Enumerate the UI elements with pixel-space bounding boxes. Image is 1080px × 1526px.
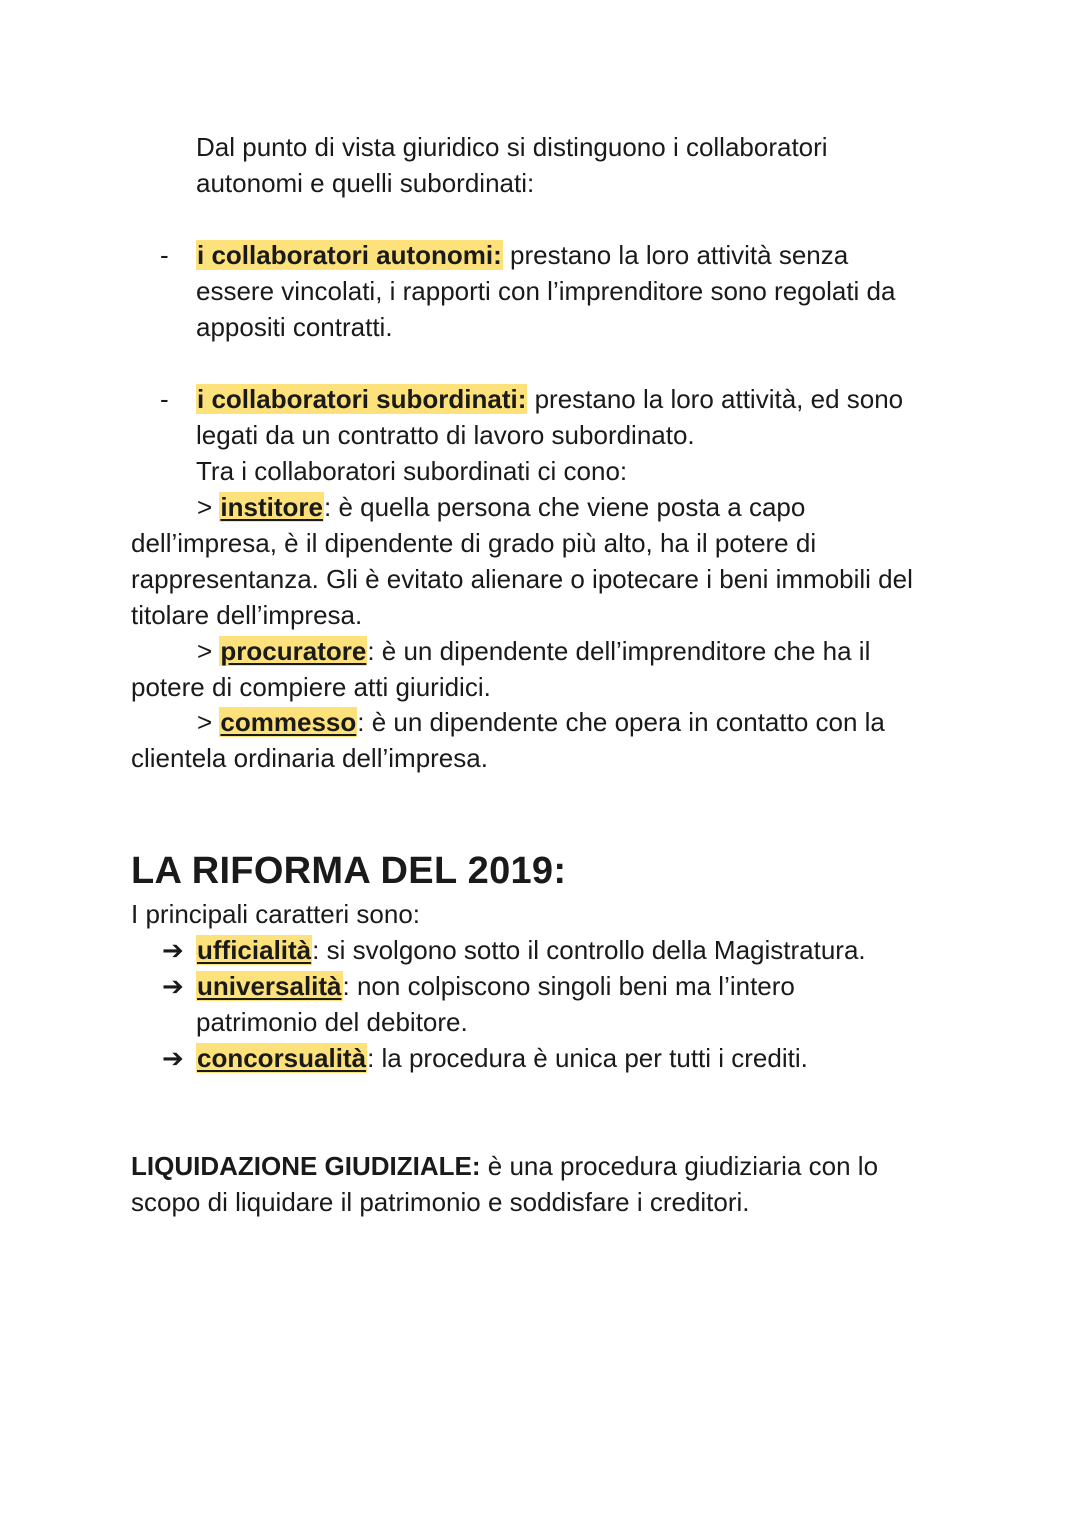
highlight-term-concorsualita: concorsualità bbox=[197, 1043, 367, 1073]
definition-commesso bbox=[131, 704, 961, 776]
bullet-dash: - bbox=[160, 240, 169, 270]
definition-institore bbox=[131, 489, 961, 633]
procuratore-text-2: potere di compiere atti giuridici. bbox=[131, 672, 491, 702]
item-text-continued: patrimonio del debitore. bbox=[196, 1007, 468, 1037]
highlight-term-subordinati: i collaboratori subordinati: bbox=[197, 384, 527, 414]
item-text: : si svolgono sotto il controllo della Magistratura. bbox=[312, 935, 866, 965]
arrow-icon: ➔ bbox=[162, 971, 184, 1001]
liquidazione-paragraph bbox=[131, 1148, 961, 1220]
institore-text-4: titolare dell’impresa. bbox=[131, 600, 363, 630]
institore-text-1: : è quella persona che viene posta a capo bbox=[324, 492, 806, 522]
highlight-term-autonomi: i collaboratori autonomi: bbox=[197, 240, 502, 270]
procuratore-text-1: : è un dipendente dell’imprenditore che ha il bbox=[367, 636, 871, 666]
item-text: : la procedura è unica per tutti i crediti. bbox=[367, 1043, 808, 1073]
intro-line-1: Dal punto di vista giuridico si distinguono i collaboratori bbox=[196, 132, 828, 162]
marker: > bbox=[197, 707, 220, 737]
caratteri-list bbox=[162, 932, 962, 1076]
arrow-icon: ➔ bbox=[162, 1043, 184, 1073]
section-title: LA RIFORMA DEL 2019: bbox=[131, 850, 567, 892]
list-item bbox=[162, 1040, 962, 1076]
subordinati-text-3: Tra i collaboratori subordinati ci cono: bbox=[196, 456, 628, 486]
autonomi-text-3: appositi contratti. bbox=[196, 312, 393, 342]
riforma-intro: I principali caratteri sono: bbox=[131, 899, 421, 929]
highlight-term-commesso: commesso bbox=[220, 707, 357, 737]
commesso-text-1: : è un dipendente che opera in contatto con la bbox=[357, 707, 885, 737]
intro-line-2: autonomi e quelli subordinati: bbox=[196, 168, 535, 198]
commesso-text-2: clientela ordinaria dell’impresa. bbox=[131, 743, 488, 773]
marker: > bbox=[197, 636, 220, 666]
highlight-term-universalita: universalità bbox=[197, 971, 342, 1001]
list-item bbox=[162, 968, 962, 1040]
subordinati-text-2: legati da un contratto di lavoro subordinato. bbox=[196, 420, 695, 450]
bullet-collaboratori-subordinati bbox=[160, 381, 980, 489]
liquidazione-text-1: è una procedura giudiziaria con lo bbox=[480, 1151, 879, 1181]
list-item bbox=[162, 932, 962, 968]
institore-text-2: dell’impresa, è il dipendente di grado più alto, ha il potere di bbox=[131, 528, 817, 558]
highlight-term-procuratore: procuratore bbox=[220, 636, 367, 666]
marker: > bbox=[197, 492, 220, 522]
institore-text-3: rappresentanza. Gli è evitato alienare o ipotecare i beni immobili del bbox=[131, 564, 913, 594]
liquidazione-text-2: scopo di liquidare il patrimonio e soddisfare i creditori. bbox=[131, 1187, 750, 1217]
bullet-dash: - bbox=[160, 384, 169, 414]
subordinati-text-1: prestano la loro attività, ed sono bbox=[527, 384, 904, 414]
intro-paragraph bbox=[196, 129, 976, 201]
autonomi-text-2: essere vincolati, i rapporti con l’imprenditore sono regolati da bbox=[196, 276, 896, 306]
highlight-term-institore: institore bbox=[220, 492, 323, 522]
autonomi-text-1: prestano la loro attività senza bbox=[502, 240, 849, 270]
bullet-collaboratori-autonomi bbox=[160, 237, 980, 345]
item-text: : non colpiscono singoli beni ma l’intero bbox=[342, 971, 795, 1001]
liquidazione-term: LIQUIDAZIONE GIUDIZIALE: bbox=[131, 1151, 481, 1181]
arrow-icon: ➔ bbox=[162, 935, 184, 965]
definition-procuratore bbox=[131, 633, 961, 705]
highlight-term-ufficialita: ufficialità bbox=[197, 935, 312, 965]
